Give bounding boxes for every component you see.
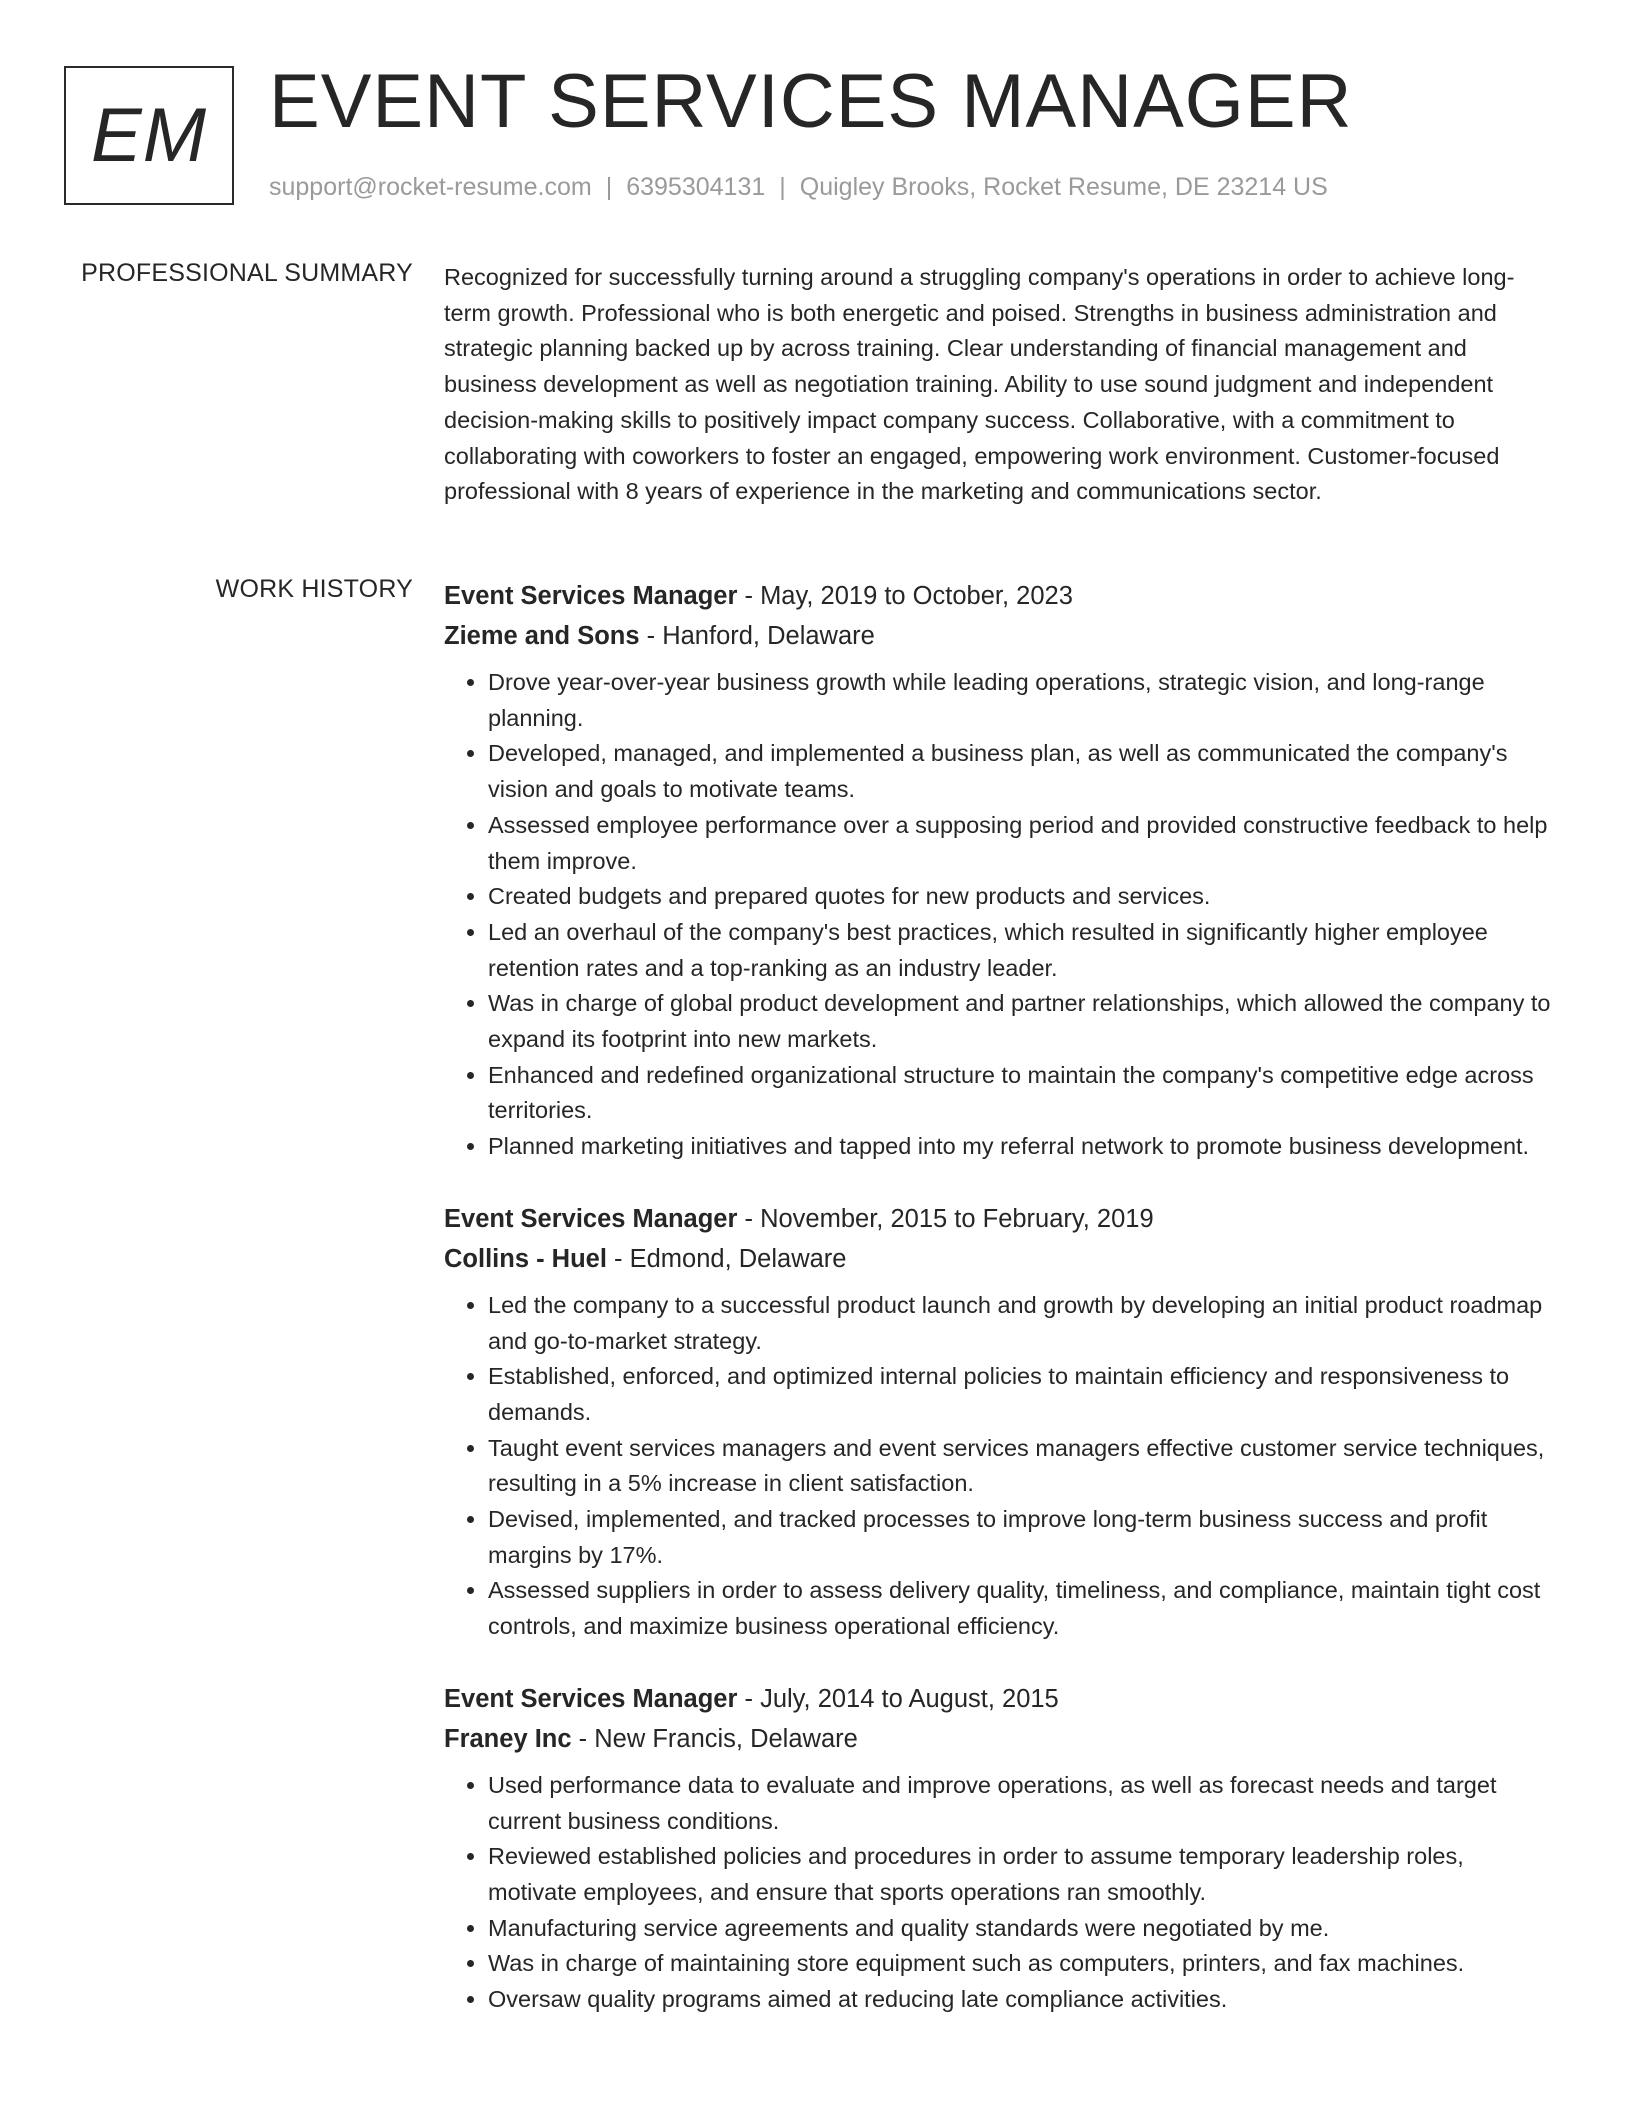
job-bullet: • Devised, implemented, and tracked processes to improve long-term business success and profit margins by 17%. — [488, 1502, 1556, 1573]
summary-body — [444, 260, 1556, 510]
job-bullet: • Reviewed established policies and procedures in order to assume temporary leadership roles, motivate employees, and ensure that sports operations ran smoothly. — [488, 1839, 1556, 1910]
job-bullet: • Created budgets and prepared quotes for new products and services. — [488, 879, 1556, 915]
job-bullet: • Used performance data to evaluate and improve operations, as well as forecast needs and target current business conditions. — [488, 1768, 1556, 1839]
summary-text: Recognized for successfully turning around a struggling company's operations in order to achieve long-term growth. Professional who is both energetic and poised. Strengths in business administration and strategic planning backed up by across training. Clear understanding of financial management and business development as well as negotiation training. Ability to use sound judgment and independent decision-making skills to positively impact company success. Collaborative, with a commitment to collaborating with coworkers to foster an engaged, empowering work environment. Customer-focused professional with 8 years of experience in the marketing and communications sector. — [444, 264, 1515, 505]
job-bullet: • Assessed suppliers in order to assess delivery quality, timeliness, and compliance, maintain tight cost controls, and maximize business operational efficiency. — [488, 1573, 1556, 1644]
contact-email[interactable]: support@rocket-resume.com — [269, 173, 592, 201]
job-bullet: • Was in charge of maintaining store equipment such as computers, printers, and fax machines. — [488, 1946, 1556, 1982]
contact-line — [269, 173, 1328, 202]
job-company-line — [444, 1239, 1556, 1279]
job-company-line — [444, 616, 1556, 656]
job-bullet: • Led an overhaul of the company's best practices, which resulted in significantly higher employee retention rates and a top-ranking as an industry leader. — [488, 915, 1556, 986]
contact-address: Quigley Brooks, Rocket Resume, DE 23214 US — [799, 173, 1328, 201]
job-title: Event Services Manager — [444, 582, 738, 610]
contact-separator: | — [779, 173, 786, 201]
job-entry — [444, 1679, 1556, 2018]
job-dates: - May, 2019 to October, 2023 — [737, 582, 1073, 610]
section-heading-work-history: WORK HISTORY — [215, 575, 413, 603]
job-bullet: • Taught event services managers and event services managers effective customer service techniques, resulting in a 5% increase in client satisfaction. — [488, 1431, 1556, 1502]
work-history-body — [444, 576, 1556, 2052]
job-bullet: • Developed, managed, and implemented a business plan, as well as communicated the company's vision and goals to motivate teams. — [488, 736, 1556, 807]
contact-separator: | — [605, 173, 613, 201]
job-location: - New Francis, Delaware — [571, 1724, 858, 1753]
job-dates: - July, 2014 to August, 2015 — [737, 1684, 1059, 1713]
job-title-line — [444, 1199, 1556, 1239]
contact-phone[interactable]: 6395304131 — [626, 173, 766, 201]
monogram-badge: EM — [64, 66, 234, 205]
job-bullet: • Drove year-over-year business growth while leading operations, strategic vision, and long-range planning. — [488, 665, 1556, 736]
job-bullet-list — [444, 1288, 1556, 1645]
job-company: Zieme and Sons — [444, 622, 640, 650]
job-bullet: • Planned marketing initiatives and tapped into my referral network to promote business development. — [488, 1129, 1556, 1165]
job-company-line — [444, 1719, 1556, 1759]
job-entry — [444, 1199, 1556, 1645]
job-company: Franey Inc — [444, 1724, 572, 1753]
job-bullet: • Manufacturing service agreements and quality standards were negotiated by me. — [488, 1911, 1556, 1947]
job-company: Collins - Huel — [444, 1244, 607, 1273]
job-title: Event Services Manager — [444, 1204, 738, 1233]
job-bullet: • Assessed employee performance over a supposing period and provided constructive feedback to help them improve. — [488, 808, 1556, 879]
job-bullet: • Established, enforced, and optimized internal policies to maintain efficiency and responsiveness to demands. — [488, 1359, 1556, 1430]
job-title-line — [444, 1679, 1556, 1719]
job-location: - Hanford, Delaware — [639, 622, 875, 650]
job-bullet-list — [444, 1768, 1556, 2018]
job-bullet-list — [444, 665, 1556, 1165]
resume-title: EVENT SERVICES MANAGER — [269, 59, 1353, 144]
job-title-line — [444, 576, 1556, 616]
job-bullet: • Led the company to a successful product launch and growth by developing an initial product roadmap and go-to-market strategy. — [488, 1288, 1556, 1359]
job-dates: - November, 2015 to February, 2019 — [737, 1204, 1154, 1233]
section-heading-summary: PROFESSIONAL SUMMARY — [81, 259, 413, 287]
job-location: - Edmond, Delaware — [606, 1244, 847, 1273]
job-entry — [444, 576, 1556, 1165]
job-bullet: • Enhanced and redefined organizational structure to maintain the company's competitive edge across territories. — [488, 1058, 1556, 1129]
job-title: Event Services Manager — [444, 1684, 738, 1713]
job-bullet: • Was in charge of global product development and partner relationships, which allowed the company to expand its footprint into new markets. — [488, 986, 1556, 1057]
job-bullet: • Oversaw quality programs aimed at reducing late compliance activities. — [488, 1982, 1556, 2018]
